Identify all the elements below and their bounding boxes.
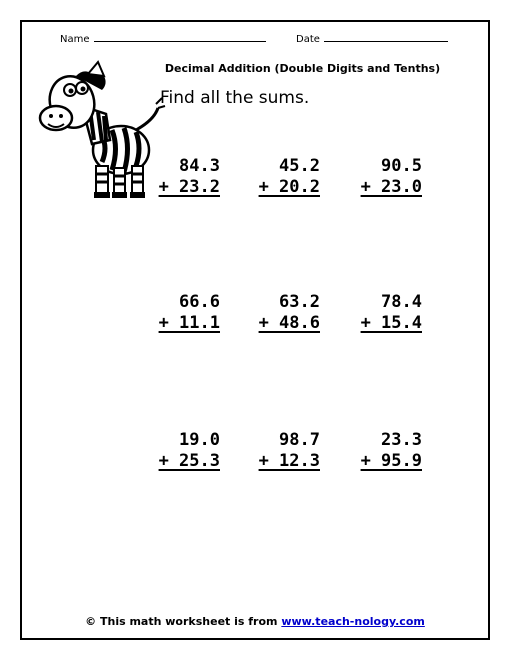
date-field[interactable] xyxy=(296,32,448,45)
problem-2-top: 45.2 xyxy=(279,156,320,176)
footer-link[interactable]: www.teach-nology.com xyxy=(281,615,425,628)
problem-7-bottom: + 25.3 xyxy=(158,451,220,471)
footer xyxy=(22,615,488,628)
worksheet-title: Decimal Addition (Double Digits and Tenths) xyxy=(164,62,441,75)
date-label: Date xyxy=(296,34,320,45)
problem-3-top: 90.5 xyxy=(381,156,422,176)
problem-2 xyxy=(256,156,320,198)
problem-5-bottom: + 48.6 xyxy=(258,313,320,333)
problem-4 xyxy=(156,292,220,334)
name-line[interactable] xyxy=(94,32,266,42)
name-label: Name xyxy=(60,34,90,45)
worksheet-page xyxy=(20,20,490,640)
problem-8-top: 98.7 xyxy=(279,430,320,450)
instructions: Find all the sums. xyxy=(160,88,310,108)
problem-6 xyxy=(358,292,422,334)
footer-text: © This math worksheet is from xyxy=(85,615,278,628)
problem-3-bottom: + 23.0 xyxy=(360,177,422,197)
problem-9 xyxy=(358,430,422,472)
problem-7 xyxy=(156,430,220,472)
problem-5 xyxy=(256,292,320,334)
problem-8-bottom: + 12.3 xyxy=(258,451,320,471)
problem-8 xyxy=(256,430,320,472)
problem-5-top: 63.2 xyxy=(279,292,320,312)
date-line[interactable] xyxy=(324,32,448,42)
name-field[interactable] xyxy=(60,32,266,45)
problem-9-top: 23.3 xyxy=(381,430,422,450)
problem-1-top: 84.3 xyxy=(179,156,220,176)
problem-4-top: 66.6 xyxy=(179,292,220,312)
zebra-icon xyxy=(36,60,166,200)
problem-4-bottom: + 11.1 xyxy=(158,313,220,333)
problem-3 xyxy=(358,156,422,198)
problem-2-bottom: + 20.2 xyxy=(258,177,320,197)
problem-1 xyxy=(156,156,220,198)
problem-9-bottom: + 95.9 xyxy=(360,451,422,471)
problem-7-top: 19.0 xyxy=(179,430,220,450)
problem-6-bottom: + 15.4 xyxy=(360,313,422,333)
problem-6-top: 78.4 xyxy=(381,292,422,312)
problem-1-bottom: + 23.2 xyxy=(158,177,220,197)
